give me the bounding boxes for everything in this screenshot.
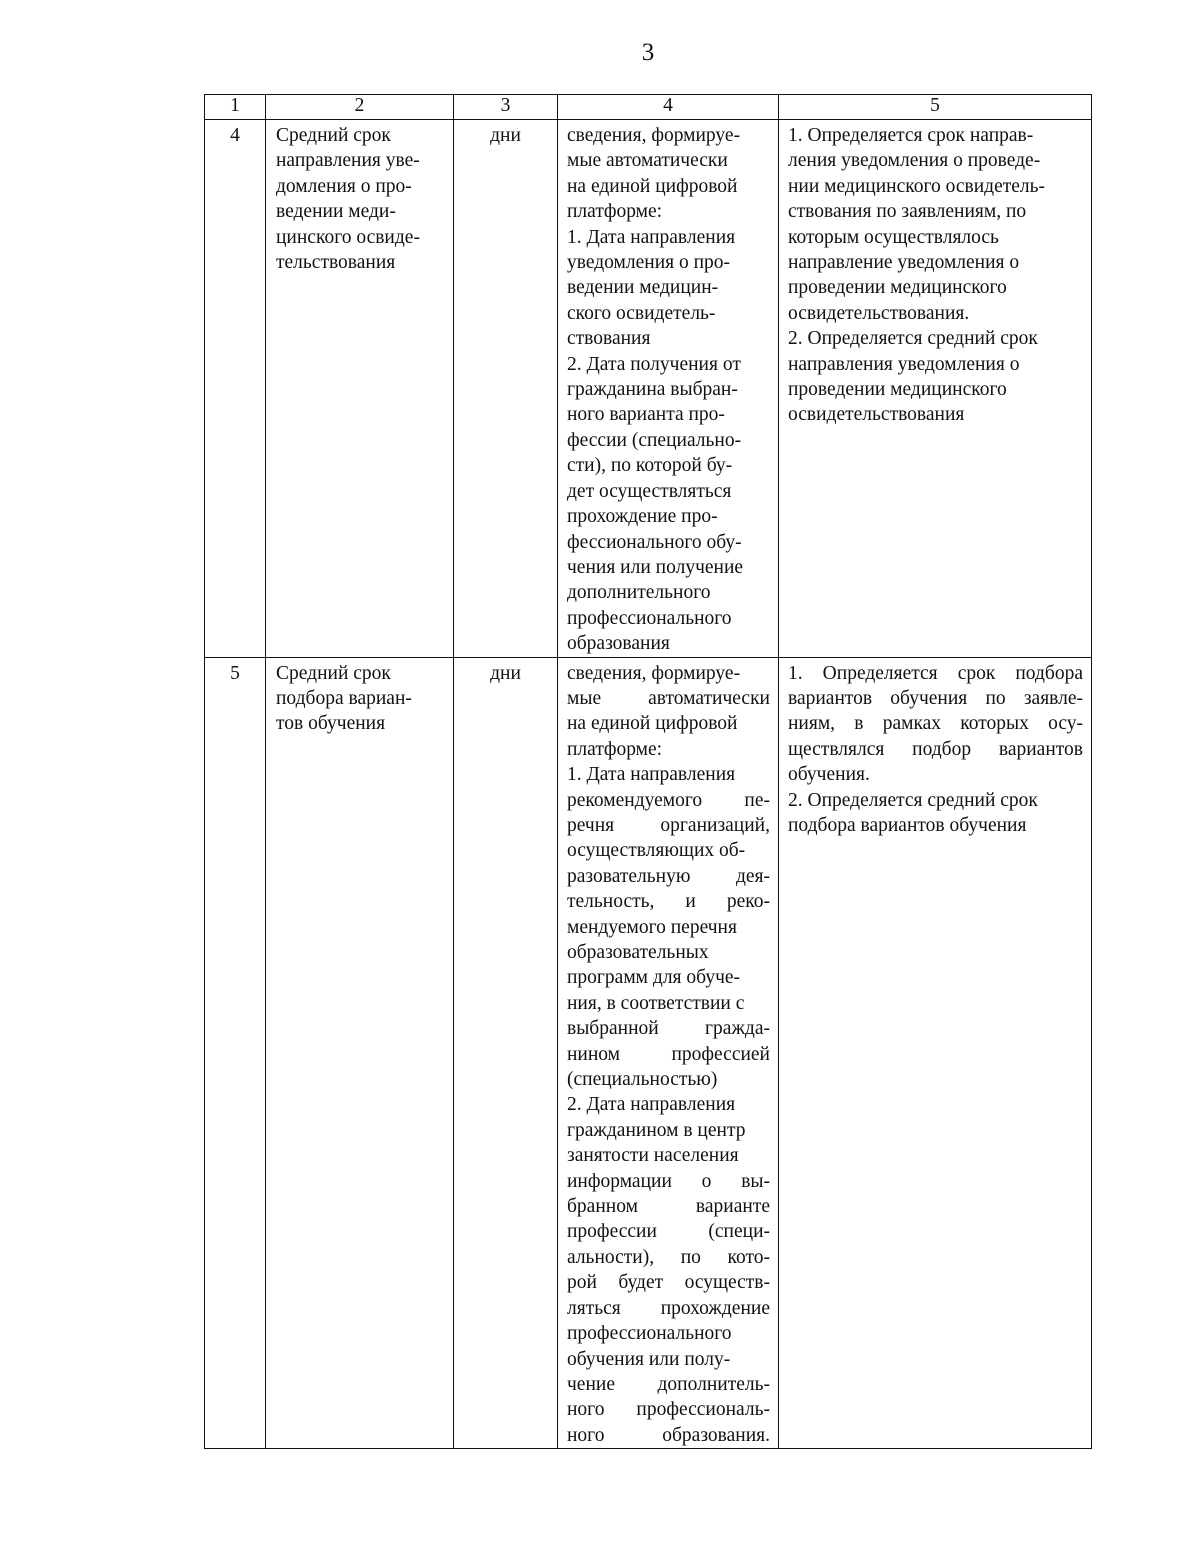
cell-text-line: мендуемого перечня [567, 916, 737, 938]
cell-text-line: ствования по заявлениям, по [788, 201, 1027, 223]
cell-text-line: 1. Определяется срок подбора [788, 662, 1083, 684]
calculation-method-cell [779, 120, 1092, 658]
cell-text-line: разовательную дея- [567, 865, 770, 887]
cell-text-line: ного образования. [567, 1424, 770, 1446]
cell-text-line: ведении меди- [276, 201, 396, 223]
cell-text-line: сти), по которой бу- [567, 455, 733, 477]
cell-text-line: ного профессиональ- [567, 1399, 770, 1421]
cell-text-line: ниям, в рамках которых осу- [788, 713, 1083, 735]
cell-text-line: (специальностью) [567, 1069, 718, 1091]
cell-text-line: ления уведомления о проведе- [788, 150, 1041, 172]
cell-text-line: ского освидетель- [567, 302, 716, 324]
cell-text-line: домления о про- [276, 175, 412, 197]
cell-text-line: которым осуществлялось [788, 226, 999, 248]
cell-text-line: Средний срок [276, 662, 391, 684]
cell-text-line: тельствования [276, 252, 396, 274]
cell-text-line: освидетельствования. [788, 302, 970, 324]
cell-text-line: образовательных [567, 942, 709, 963]
cell-text-line: занятости населения [567, 1145, 739, 1167]
cell-text-line: нином профессией [567, 1043, 770, 1065]
row-number-cell: 4 [205, 120, 266, 658]
cell-text-line: нии медицинского освидетель- [788, 175, 1046, 197]
cell-text-line: информации о вы- [567, 1170, 770, 1192]
cell-text-line: на единой цифровой [567, 713, 738, 735]
cell-text-line: альности), по кото- [567, 1246, 770, 1268]
cell-text-line: программ для обуче- [567, 967, 741, 989]
indicators-table [204, 94, 1092, 1449]
cell-text-line: ствования [567, 328, 651, 350]
cell-text-line: уведомления о про- [567, 252, 731, 274]
cell-text-line: проведении медицинского [788, 379, 1007, 401]
cell-text-line: платформе: [567, 201, 663, 223]
cell-text-line: 1. Определяется срок направ- [788, 125, 1034, 146]
data-source-cell [558, 657, 779, 1449]
cell-text-line: 1. Дата направления [567, 226, 736, 248]
cell-text-line: направления уве- [276, 150, 420, 172]
cell-text-line: осуществляющих об- [567, 840, 746, 862]
unit-cell: дни [454, 657, 558, 1449]
cell-text-line: сведения, формируе- [567, 125, 741, 146]
cell-text-line: проведении медицинского [788, 277, 1007, 299]
cell-text-line: направления уведомления о [788, 353, 1020, 375]
cell-text-line: вариантов обучения по заявле- [788, 687, 1083, 709]
cell-text-line: ного варианта про- [567, 404, 725, 426]
cell-text-line: 1. Дата направления [567, 764, 736, 786]
header-cell: 1 [205, 95, 266, 120]
cell-text-line: гражданина выбран- [567, 379, 738, 401]
cell-text-line: фессии (специально- [567, 429, 742, 451]
indicator-name-cell [266, 657, 454, 1449]
cell-text-line: профессионального [567, 1323, 732, 1345]
cell-text-line: ляться прохождение [567, 1297, 770, 1319]
cell-text-line: 2. Определяется средний срок [788, 328, 1038, 350]
data-source-cell [558, 120, 779, 658]
table-header-row [205, 95, 1092, 120]
cell-text-line: дет осуществляться [567, 480, 732, 502]
cell-text-line: дополнительного [567, 582, 711, 604]
page-number: 3 [641, 39, 655, 66]
cell-text-line: фессионального обу- [567, 531, 742, 553]
cell-text-line: профессионального [567, 607, 732, 629]
cell-text-line: рекомендуемого пе- [567, 789, 770, 811]
cell-text-line: 2. Определяется средний срок [788, 789, 1038, 811]
cell-text-line: обучения. [788, 764, 870, 786]
cell-text-line: 2. Дата получения от [567, 353, 741, 375]
indicator-name-cell [266, 120, 454, 658]
cell-text-line: сведения, формируе- [567, 662, 741, 684]
cell-text-line: мые автоматически [567, 150, 728, 172]
cell-text-line: на единой цифровой [567, 175, 738, 197]
row-number-cell: 5 [205, 657, 266, 1449]
cell-text-line: чения или получение [567, 556, 744, 578]
table-row [205, 657, 1092, 1449]
cell-text-line: мые автоматически [567, 687, 770, 709]
table-row [205, 120, 1092, 658]
cell-text-line: речня организаций, [567, 814, 770, 836]
cell-text-line: гражданином в центр [567, 1119, 746, 1141]
cell-text-line: тов обучения [276, 713, 386, 735]
calculation-method-cell [779, 657, 1092, 1449]
cell-text-line: цинского освиде- [276, 226, 420, 248]
cell-text-line: рой будет осуществ- [567, 1272, 770, 1294]
cell-text-line: подбора вариантов обучения [788, 814, 1027, 836]
header-cell: 2 [266, 95, 454, 120]
cell-text-line: чение дополнитель- [567, 1373, 770, 1395]
cell-text-line: освидетельствования [788, 404, 965, 426]
cell-text-line: профессии (специ- [567, 1221, 770, 1243]
cell-text-line: подбора вариан- [276, 687, 412, 709]
cell-text-line: бранном варианте [567, 1196, 770, 1218]
cell-text-line: ществлялся подбор вариантов [788, 738, 1083, 760]
cell-text-line: 2. Дата направления [567, 1094, 736, 1116]
header-cell: 3 [454, 95, 558, 120]
cell-text-line: направление уведомления о [788, 252, 1020, 274]
header-cell: 5 [779, 95, 1092, 120]
unit-cell: дни [454, 120, 558, 658]
cell-text-line: тельность, и реко- [567, 891, 770, 913]
cell-text-line: ния, в соответствии с [567, 992, 745, 1014]
header-cell: 4 [558, 95, 779, 120]
cell-text-line: выбранной гражда- [567, 1018, 770, 1040]
cell-text-line: платформе: [567, 738, 663, 760]
cell-text-line: ведении медицин- [567, 277, 719, 299]
cell-text-line: обучения или полу- [567, 1348, 731, 1370]
cell-text-line: Средний срок [276, 125, 391, 146]
cell-text-line: прохождение про- [567, 506, 718, 528]
cell-text-line: образования [567, 633, 670, 655]
